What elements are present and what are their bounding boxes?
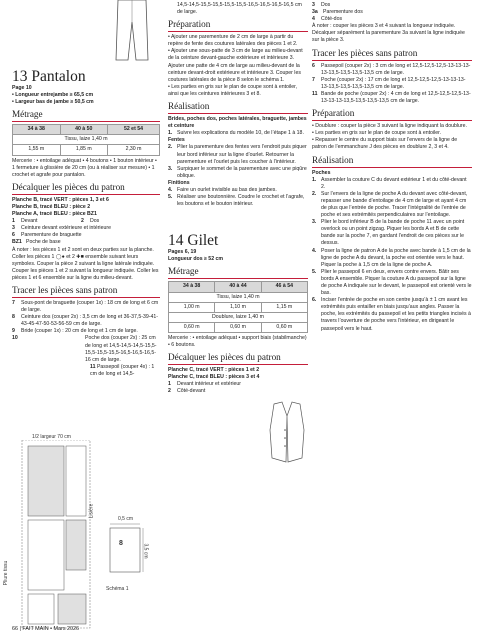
gilet-size-table — [168, 281, 308, 332]
pantalon-spec: • Largeur bas de jambe ≥ 50,5 cm — [12, 99, 94, 106]
piece-item: BZ1 Poche de base — [12, 239, 61, 246]
tracer-item: 9 Bride (couper 1x) : 20 cm de long et 1 cm de large. — [12, 328, 138, 335]
prep-item: • Ajouter une sous-patte de 3 cm de large au milieu-devant de la ceinture devant-gauche extérieure et intérieure 3. Ajouter une patte de 4 cm de large au milieu-devant de la ceinture devant-droit extérieure et intérieure 3. Couper les coutures latérales de la pièce 8 selon le schéma 1. — [168, 48, 303, 83]
layout-laize-label: 1/2 largeur 70 cm — [32, 434, 71, 440]
planche-line: Planche A, tracé BLEU : pièce BZ1 — [12, 211, 97, 218]
gilet-title: 14 Gilet — [168, 232, 219, 250]
fabric-label: Doublure, laize 1,40 m — [169, 312, 308, 322]
decalquer-title: Décalquer les pièces du patron — [12, 181, 125, 192]
subsection-title: Fentes — [168, 137, 185, 144]
step-item: 6. Inciser l’entrée de poche en son centre jusqu’à ± 1 cm avant les extrémités puis entailler en biais jusqu’aux angles. Passer la poche, les extrémités du passepoil et les petits triangles incisés à travers l’ouverture de poche vers l’intérieur, en dirigeant le passepoil vers le haut. — [312, 297, 471, 332]
piece-item: 2 Côté-devant — [168, 388, 206, 395]
note-text: À noter : les pièces 1 et 2 sont en deux parties sur la planche. Coller les pièces 1 ◯● et 2 ✚■ ensemble suivant leurs symboles. Couper la pièce 2 suivant la ligne latérale indiquée. Couper les pièces 1 et 2 suivant la longueur indiquée. Coller les pièces 1 et 6 ensemble sur la ligne du milieu-devant. — [12, 246, 159, 281]
tracer-item: 6 Passepoil (couper 2x) : 3 cm de long et 12,5-12,5-12,5-13-13-13-13-13,5-13,5-13,5-13,5 cm de large. — [312, 62, 471, 76]
fabric-value: 1,85 m — [60, 145, 108, 155]
step-item: 2. Sur l’envers de la ligne de poche A du devant avec côté-devant, repasser une bande d’entoilage de 4 cm de large et ayant 4 cm de plus que l’entrée de poche. Tracer l’intégralité de l’entrée de poche et ses extrémités perpendiculaires sur l’entoilage. — [312, 190, 468, 219]
section-rule — [12, 194, 160, 195]
gilet-spec: Longueur dos ≥ 52 cm — [168, 256, 224, 263]
cutting-layout-diagram — [14, 440, 94, 630]
planche-line: Planche B, tracé VERT : pièces 1, 3 et 6 — [12, 196, 109, 203]
section-rule — [168, 364, 308, 365]
column-pantalon — [12, 0, 160, 378]
schema-dim-label: 0,5 cm — [118, 516, 134, 522]
step-item: 4. Faire un ourlet invisible au bas des jambes. — [168, 186, 277, 193]
trouser-sketch — [112, 0, 152, 62]
prep-item: • Ajouter une parementure de 2 cm de large à partir du repère de fente des coutures latérales des pièces 1 et 2. — [168, 34, 298, 48]
step-item: 3. Surpiquer le sommet de la parementure avec une piqûre oblique. — [168, 165, 307, 179]
gilet-page: Pages 6, 19 — [168, 249, 197, 256]
planche-line: Planche C, tracé BLEU : pièces 3 et 4 — [168, 374, 260, 381]
layout-lisiere-label: Lisière — [88, 503, 95, 519]
tracer-item: 11 Passepoil (couper 4x) : 1 cm de long et 14,5- — [90, 363, 155, 377]
piece-item: 1 Devant 2 Dos — [12, 218, 100, 225]
step-item: 3. Plier le bord inférieur B de la bande de poche 11 avec un point overlock ou un point zigzag. Piquer les bords A et B de cette bande sur la poche 7, en gardant l’endroit de ces pièces sur le dessus. — [312, 219, 465, 247]
metrage-title: Métrage — [168, 266, 199, 277]
gilet-sketch — [266, 400, 308, 464]
step-item: 5. Réaliser une boutonnière. Coudre le crochet et l’agrafe, les boutons et le bouton intérieur. — [168, 194, 305, 208]
pantalon-spec: • Longueur entrejambe ≥ 65,5 cm — [12, 92, 94, 99]
decalquer-title: Décalquer les pièces du patron — [168, 352, 281, 363]
metrage-title: Métrage — [12, 109, 43, 120]
tracer-item: 10 Poche dos (couper 2x) : 25 cm de long et 14,5-14,5-14,5-15,5-15,5-15,5-15,5-16,5-16,5-16,5-16 cm de large. — [12, 335, 157, 363]
section-rule — [168, 113, 308, 114]
fabric-value: 0,60 m — [215, 322, 261, 332]
tracer-title: Tracer les pièces sans patron — [12, 284, 118, 295]
prep-item: • Doublure : couper la pièce 3 suivant la ligne indiquant la doublure. — [312, 123, 467, 130]
tracer-item: 11 Bande de poche (couper 2x) : 4 cm de long et 12,5-12,5-12,5-13-13-13-13-13,5-13,5-13,5-13,5 cm de large. — [312, 90, 471, 105]
section-rule — [168, 278, 308, 279]
schema-1-diagram — [106, 520, 146, 580]
page-footer: 66 | FAIT MAIN • Mars 2026 — [12, 626, 80, 632]
fabric-label: Tissu, laize 1,40 m — [169, 292, 308, 302]
pantalon-page: Page 10 — [12, 85, 32, 91]
section-rule — [312, 167, 472, 168]
tracer-title: Tracer les pièces sans patron — [312, 47, 418, 58]
size-head: 40 à 44 — [215, 282, 261, 292]
prep-item: • Les parties en gris sur le plan de coupe sont à entoiler, ainsi que les ceintures intérieures 3 et 8. — [168, 83, 297, 97]
piece-item: 3 Dos — [312, 2, 331, 8]
column-right — [312, 0, 472, 333]
schema-piece-number: 8 — [119, 540, 123, 547]
size-head: 34 à 38 — [169, 282, 215, 292]
size-head: 46 à 54 — [261, 282, 307, 292]
fabric-value: 0,60 m — [169, 322, 215, 332]
realisation-title: Réalisation — [312, 154, 354, 165]
fabric-value: 1,00 m — [169, 302, 215, 312]
pantalon-title: 13 Pantalon — [12, 68, 86, 85]
realisation-subtitle: Brides, poches dos, poches latérales, braguette, jambes et ceinture — [168, 116, 307, 130]
note-text: À noter : couper les pièces 3 et 4 suivant la longueur indiquée. Décalquer séparément la parementure 3a suivant la ligne indiquée sur la pièce 3. — [312, 23, 465, 44]
planche-line: Planche B, tracé BLEU : pièce 2 — [12, 203, 91, 210]
schema-dim-label: 3,5 cm — [142, 543, 149, 559]
fabric-value: 0,60 m — [261, 322, 307, 332]
section-rule — [12, 297, 160, 298]
piece-item: 6 Parementure de braguette — [12, 232, 82, 239]
size-head: 40 à 50 — [60, 125, 108, 135]
prep-item: • Les parties en gris sur le plan de coupe sont à entoiler. — [312, 130, 441, 137]
step-item: 2. Plier la parementure des fentes vers l’endroit puis piquer leur bord inférieur sur la ligne d’ourlet. Retourner la parementure et l’ourlet puis les coucher à l’intérieur. — [168, 144, 307, 165]
fabric-value: 2,30 m — [108, 145, 160, 155]
section-rule — [312, 60, 472, 61]
step-item: 4. Poser la ligne de patron A de la poche avec bande à 1,5 cm de la ligne de poche A du devant, la poche est orientée vers le haut. Piquer la poche à 1,5 cm de la ligne de poche A. — [312, 247, 471, 268]
prep-item: • Repasser le centre du support biais sur l’envers de la ligne de patron de l’emmanchure J des pièces en doublure 2, 3 et 4. — [312, 137, 458, 151]
fabric-value: 1,15 m — [261, 302, 307, 312]
section-rule — [312, 120, 472, 121]
pantalon-size-table — [12, 124, 160, 155]
piece-item: 3 Ceinture devant extérieure et intérieure — [12, 225, 111, 232]
realisation-subtitle: Poches — [312, 169, 331, 176]
schema-label: Schéma 1 — [106, 586, 129, 592]
fabric-value: 1,10 m — [215, 302, 261, 312]
tracer-item: 8 Ceinture dos (couper 2x) : 3,5 cm de long et 36-37,5-39-41-43-45-47-50-53-56-59 cm de large. — [12, 314, 158, 328]
size-head: 34 à 38 — [13, 125, 61, 135]
step-item: 5. Plier le passepoil 6 en deux, envers contre envers. Bâtir ses bords A ensemble. Piquer la couture A du passepoil sur la ligne de poche A indiquée sur le devant, le passepoil est orienté vers le bas. — [312, 268, 472, 297]
planche-line: Planche C, tracé VERT : pièces 1 et 2 — [168, 367, 260, 374]
subsection-title: Finitions — [168, 179, 190, 186]
realisation-title: Réalisation — [168, 101, 210, 112]
layout-pliure-label: Pliure tissu — [3, 560, 10, 586]
mercerie-text: Mercerie : • entoilage adéquat • support biais (stabilmanche) • 6 boutons. — [168, 334, 307, 348]
section-rule — [12, 121, 160, 122]
fabric-value: 1,55 m — [13, 145, 61, 155]
size-head: 52 et 54 — [108, 125, 160, 135]
piece-item: 4 Côté-dos — [312, 16, 343, 23]
continued-text: 14,5-14,5-15,5-15,5-15,5-15,5-16,5-16,5-16,5-16,5 cm de large. — [177, 2, 302, 16]
preparation-title: Préparation — [168, 19, 211, 30]
section-rule — [168, 31, 308, 32]
piece-item: 3a Parementure dos — [312, 9, 363, 16]
step-item: 1. Assembler la couture C du devant extérieur 1 et du côté-devant 2. — [312, 176, 467, 190]
mercerie-text: Mercerie : • entoilage adéquat • 4 boutons • 1 bouton intérieur • 1 fermeture à glissière de 20 cm (ou à réaliser sur mesure) • 1 crochet et agrafe pour pantalon. — [12, 157, 157, 178]
preparation-title: Préparation — [312, 108, 355, 119]
piece-item: 1 Devant intérieur et extérieur — [168, 381, 242, 388]
column-middle — [168, 0, 308, 395]
fabric-label: Tissu, laize 1,40 m — [13, 135, 160, 145]
tracer-item: 7 Poche (couper 2x) : 17 cm de long et 12,5-12,5-12,5-13-13-13-13-13,5-13,5-13,5-13,5 cm de large. — [312, 76, 466, 90]
tracer-item: 7 Sous-pont de braguette (couper 1x) : 18 cm de long et 6 cm de large. — [12, 299, 159, 314]
step-item: 1. Suivre les explications du modèle 10, de l’étape 1 à 18. — [168, 130, 304, 137]
